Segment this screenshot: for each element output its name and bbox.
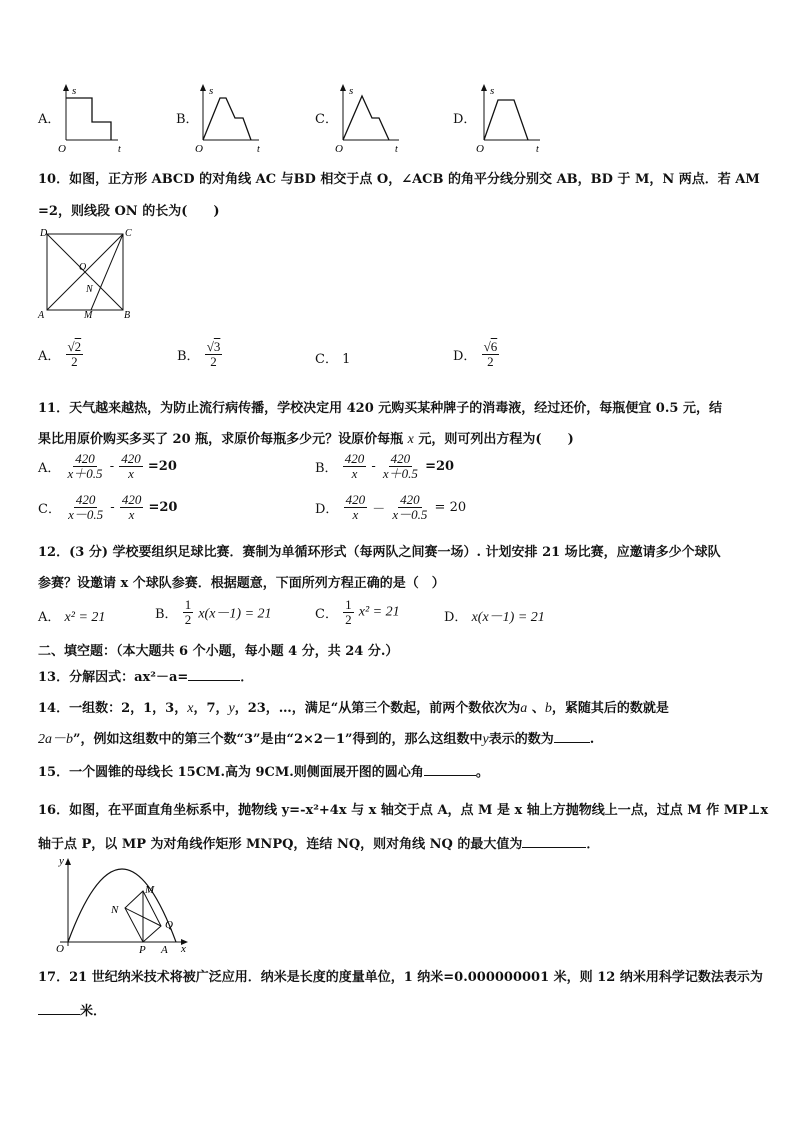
q14-stem-line2: 2a－b”，例如这组数中的第三个数“3”是由“2×2－1”得到的，那么这组数中y表示的数为 . bbox=[38, 732, 595, 747]
q16-label-A: A bbox=[161, 944, 168, 956]
q9-graph-c bbox=[333, 82, 417, 154]
q10-option-d-label: D． bbox=[453, 349, 477, 364]
q15-stem: 15．一个圆锥的母线长 15CM.高为 9CM.则侧面展开图的圆心角 。 bbox=[38, 765, 489, 780]
q9c-t-label: t bbox=[395, 144, 398, 154]
q9b-origin-label: O bbox=[195, 143, 203, 154]
q10-option-a: A． $\frac{√2}{2}$ bbox=[38, 339, 82, 369]
q9a-origin-label: O bbox=[58, 143, 66, 154]
q12-stem-line1: 12．(3 分) 学校要组织足球比赛．赛制为单循环形式（每两队之间赛一场）. 计划安排 21 场比赛，应邀请多少个球队 bbox=[38, 545, 721, 560]
q9d-t-label: t bbox=[536, 144, 539, 154]
q12-option-b: B． $\frac{1}{2}$ x(x－1) = 21 bbox=[155, 597, 272, 627]
q11-b-label: B． bbox=[315, 461, 338, 476]
q11-option-c: C． $\frac{420}{x-0.5}$ - $\frac{420}{x}$ =20 bbox=[38, 492, 178, 522]
q9-option-d-label: D． bbox=[453, 112, 477, 127]
q10-d-radicand: 6 bbox=[490, 339, 498, 354]
q10-label-M: M bbox=[84, 310, 93, 321]
q14-stem-line1: 14．一组数：2，1，3，x，7，y，23，…，满足“从第三个数起，前两个数依次为a 、b，紧随其后的数就是 bbox=[38, 701, 669, 716]
q9-option-b-label: B． bbox=[176, 112, 199, 127]
q10-option-b-label: B． bbox=[177, 349, 200, 364]
q12-b-label: B． bbox=[155, 607, 178, 622]
q10-d-den: 2 bbox=[487, 354, 494, 369]
q10-square-figure bbox=[36, 226, 136, 322]
q9-option-c-label: C． bbox=[315, 112, 338, 127]
q9-graph-d bbox=[474, 82, 558, 154]
q10-label-A: A bbox=[38, 310, 45, 321]
q11-a-label: A． bbox=[38, 461, 61, 476]
q9d-s-label: s bbox=[490, 85, 495, 97]
q10-label-O: O bbox=[79, 262, 87, 273]
q11-option-d: D． $\frac{420}{x}$ － $\frac{420}{x-0.5}$ = 20 bbox=[315, 492, 467, 522]
q10-c-value: 1 bbox=[342, 352, 351, 367]
q17-stem-line1: 17．21 世纪纳米技术将被广泛应用．纳米是长度的度量单位，1 纳米=0.000000001 米，则 12 纳米用科学记数法表示为 bbox=[38, 970, 763, 985]
q10-b-den: 2 bbox=[210, 354, 217, 369]
q9c-origin-label: O bbox=[335, 143, 343, 154]
q16-parabola-figure bbox=[50, 856, 194, 956]
q9-option-a-label: A． bbox=[38, 112, 61, 127]
q16-label-O: O bbox=[56, 943, 64, 955]
q11-stem-line2: 果比用原价购买多买了 20 瓶，求原价每瓶多少元？设原价每瓶 x 元，则可列出方程为( ) bbox=[38, 432, 574, 447]
q10-stem-line1: 10．如图，正方形 ABCD 的对角线 AC 与BD 相交于点 O，∠ACB 的角平分线分别交 AB，BD 于 M，N 两点．若 AM bbox=[38, 172, 760, 187]
section-fill-in-title: 二、填空题：（本大题共 6 个小题，每小题 4 分，共 24 分.） bbox=[38, 644, 399, 659]
q12-d-label: D． bbox=[444, 610, 468, 625]
q10-a-den: 2 bbox=[71, 354, 78, 369]
q16-label-x: x bbox=[181, 943, 186, 955]
q13-stem: 13．分解因式：ax²－a= ． bbox=[38, 670, 254, 685]
q9-graph-b bbox=[193, 82, 277, 154]
q9b-t-label: t bbox=[257, 144, 260, 154]
q11-option-b: B． $\frac{420}{x}$ - $\frac{420}{x+0.5}$ =20 bbox=[315, 451, 455, 481]
q10-option-b: B． $\frac{√3}{2}$ bbox=[177, 339, 221, 369]
q16-label-Q: Q bbox=[165, 919, 173, 931]
q10-label-B: B bbox=[124, 310, 131, 321]
q16-label-M: M bbox=[145, 884, 155, 896]
q9a-t-label: t bbox=[118, 144, 121, 154]
q10-b-radicand: 3 bbox=[213, 339, 221, 354]
q12-option-d: D． x(x－1) = 21 bbox=[444, 610, 545, 625]
q9b-s-label: s bbox=[209, 85, 214, 97]
q17-answer-blank bbox=[38, 1002, 80, 1015]
q11-stem-line1: 11．天气越来越热，为防止流行病传播，学校决定用 420 元购买某种牌子的消毒液，经过还价，每瓶便宜 0.5 元，结 bbox=[38, 401, 722, 416]
q11-c-label: C． bbox=[38, 502, 61, 517]
q12-c-label: C． bbox=[315, 607, 338, 622]
q10-option-a-label: A． bbox=[38, 349, 61, 364]
q13-answer-blank bbox=[188, 668, 240, 681]
q9-graph-a bbox=[56, 82, 140, 154]
q10-label-D: D bbox=[40, 228, 48, 239]
q10-option-d: D． $\frac{√6}{2}$ bbox=[453, 339, 498, 369]
q12-a-label: A． bbox=[38, 610, 61, 625]
q9c-s-label: s bbox=[349, 85, 354, 97]
q10-stem-line2: =2，则线段 ON 的长为( ) bbox=[38, 204, 220, 219]
q16-stem-line2: 轴于点 P，以 MP 为对角线作矩形 MNPQ，连结 NQ，则对角线 NQ 的最大值为 ． bbox=[38, 837, 600, 852]
q9a-s-label: s bbox=[72, 85, 77, 97]
q16-answer-blank bbox=[522, 835, 586, 848]
q10-a-radicand: 2 bbox=[74, 339, 82, 354]
q12-option-a: A． x² = 21 bbox=[38, 610, 106, 625]
q12-option-c: C． $\frac{1}{2}$ x² = 21 bbox=[315, 597, 400, 627]
q17-stem-line2: 米． bbox=[38, 1000, 106, 1019]
q14-answer-blank bbox=[554, 730, 590, 743]
q16-label-y: y bbox=[59, 856, 64, 867]
q11-option-a: A． $\frac{420}{x+0.5}$ - $\frac{420}{x}$ =20 bbox=[38, 451, 177, 481]
q12-stem-line2: 参赛？设邀请 x 个球队参赛．根据题意，下面所列方程正确的是（ ） bbox=[38, 576, 445, 591]
q10-option-c bbox=[315, 348, 350, 367]
q10-label-N: N bbox=[86, 284, 93, 295]
q9d-origin-label: O bbox=[476, 143, 484, 154]
q11-d-label: D． bbox=[315, 502, 339, 517]
q16-label-P: P bbox=[139, 944, 146, 956]
q10-option-c-label: C． bbox=[315, 352, 338, 367]
q15-answer-blank bbox=[424, 763, 476, 776]
q16-label-N: N bbox=[111, 904, 119, 916]
q16-stem-line1: 16．如图，在平面直角坐标系中，抛物线 y=-x²+4x 与 x 轴交于点 A，点 M 是 x 轴上方抛物线上一点，过点 M 作 MP⊥x bbox=[38, 803, 769, 818]
q10-label-C: C bbox=[125, 228, 132, 239]
